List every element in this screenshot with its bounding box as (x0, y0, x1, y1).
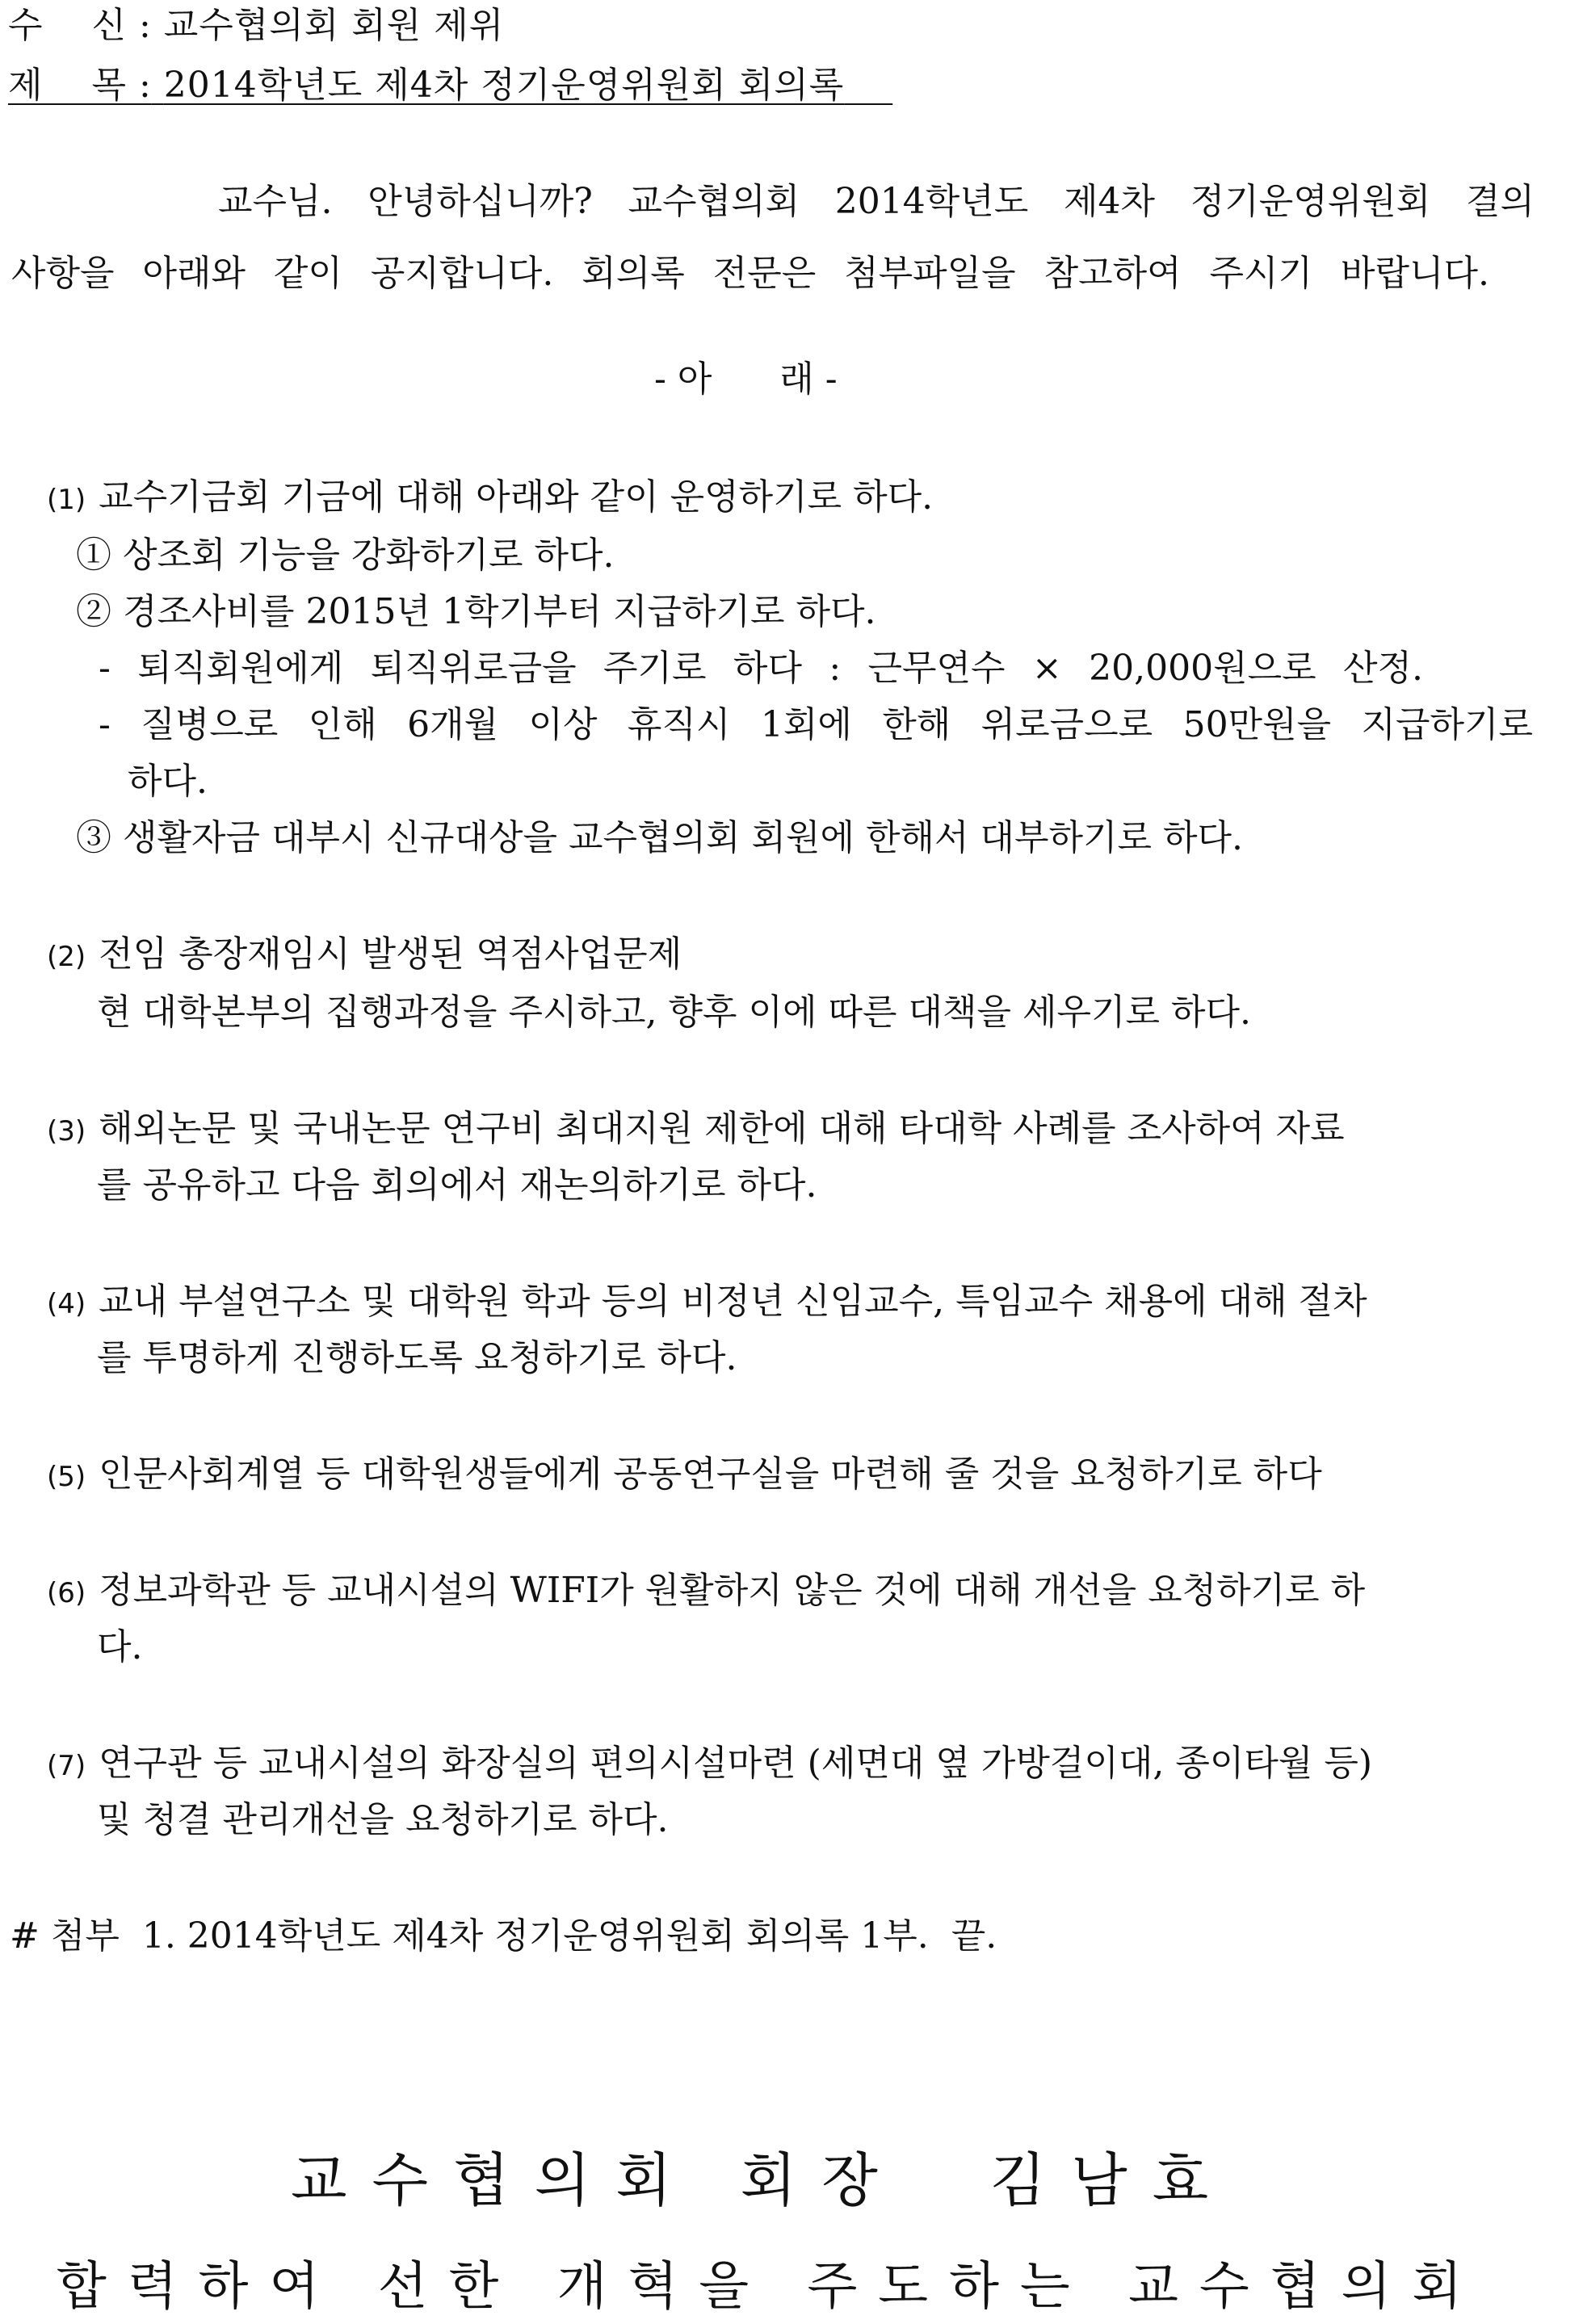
item-1 (47, 476, 934, 518)
item-4-line-2: 를 투명하게 진행하도록 요청하기로 하다. (97, 1337, 737, 1378)
item-line-1: 교내 부설연구소 및 대학원 학과 등의 비정년 신임교수, 특임교수 채용에 대해 절차 (99, 1281, 1367, 1322)
item-line-1: 인문사회계열 등 대학원생들에게 공동연구실을 마련해 줄 것을 요청하기로 하다 (99, 1454, 1322, 1495)
item-1-detail-2: - 질병으로 인해 6개월 이상 휴직시 1회에 한해 위로금으로 50만원을 지급하기로 (99, 704, 1533, 745)
recipient-value: 교수협의회 회원 제위 (163, 5, 505, 46)
intro-line-1: 교수님. 안녕하십니까? 교수협의회 2014학년도 제4차 정기운영위원회 결의 (218, 181, 1535, 222)
item-number: (2) (47, 941, 86, 973)
subject-label: 제 목 : (8, 65, 152, 106)
item-3 (47, 1108, 1533, 1149)
item-number: (6) (47, 1577, 86, 1609)
sender-signature: 교수협의회 회장 김남효 (291, 2146, 1234, 2214)
item-number: (7) (47, 1750, 86, 1782)
item-1-sub-1: ① 상조회 기능을 강화하기로 하다. (76, 535, 615, 576)
item-line-1: 해외논문 및 국내논문 연구비 최대지원 제한에 대해 타대학 사례를 조사하여 자료 (99, 1108, 1345, 1149)
item-number: (1) (47, 484, 86, 516)
item-1-detail-2-cont: 하다. (128, 761, 208, 802)
intro-line-2: 사항을 아래와 같이 공지합니다. 회의록 전문은 첨부파일을 참고하여 주시기 바랍니다. (11, 253, 1489, 294)
item-number: (4) (47, 1288, 86, 1320)
item-1-sub-2: ② 경조사비를 2015년 1학기부터 지급하기로 하다. (76, 591, 876, 632)
slogan: 합력하여 선한 개혁을 주도하는 교수협의회 (57, 2257, 1484, 2317)
item-6-line-2: 다. (97, 1626, 143, 1667)
attachment-line: # 첨부 1. 2014학년도 제4차 정기운영위원회 회의록 1부. 끝. (10, 1915, 997, 1957)
item-1-detail-1: - 퇴직회원에게 퇴직위로금을 주기로 하다 : 근무연수 × 20,000원으로 산정. (99, 648, 1423, 689)
item-title: 전임 총장재임시 발생된 역점사업문제 (99, 933, 682, 975)
item-title: 교수기금회 기금에 대해 아래와 같이 운영하기로 하다. (99, 476, 934, 518)
section-heading: - 아 래 - (654, 359, 838, 400)
item-1-sub-3: ③ 생활자금 대부시 신규대상을 교수협의회 회원에 한해서 대부하기로 하다. (76, 817, 1243, 858)
item-4 (47, 1281, 1367, 1322)
item-line-1: 정보과학관 등 교내시설의 WIFI가 원활하지 않은 것에 대해 개선을 요청하기로 하 (99, 1570, 1366, 1611)
item-number: (5) (47, 1461, 86, 1493)
item-2 (47, 933, 682, 975)
item-2-body: 현 대학본부의 집행과정을 주시하고, 향후 이에 따른 대책을 세우기로 하다. (97, 992, 1251, 1033)
item-6 (47, 1570, 1366, 1611)
subject-row (8, 65, 892, 106)
item-5 (47, 1454, 1322, 1495)
item-3-line-2: 를 공유하고 다음 회의에서 재논의하기로 하다. (97, 1164, 817, 1206)
item-7 (47, 1743, 1372, 1784)
item-7-line-2: 및 청결 관리개선을 요청하기로 하다. (97, 1799, 669, 1840)
recipient-row (8, 5, 505, 46)
recipient-label: 수 신 : (8, 5, 152, 46)
subject-value: 2014학년도 제4차 정기운영위원회 회의록 (163, 65, 845, 106)
item-number: (3) (47, 1115, 86, 1147)
item-line-1: 연구관 등 교내시설의 화장실의 편의시설마련 (세면대 옆 가방걸이대, 종이타월 등) (99, 1743, 1372, 1784)
